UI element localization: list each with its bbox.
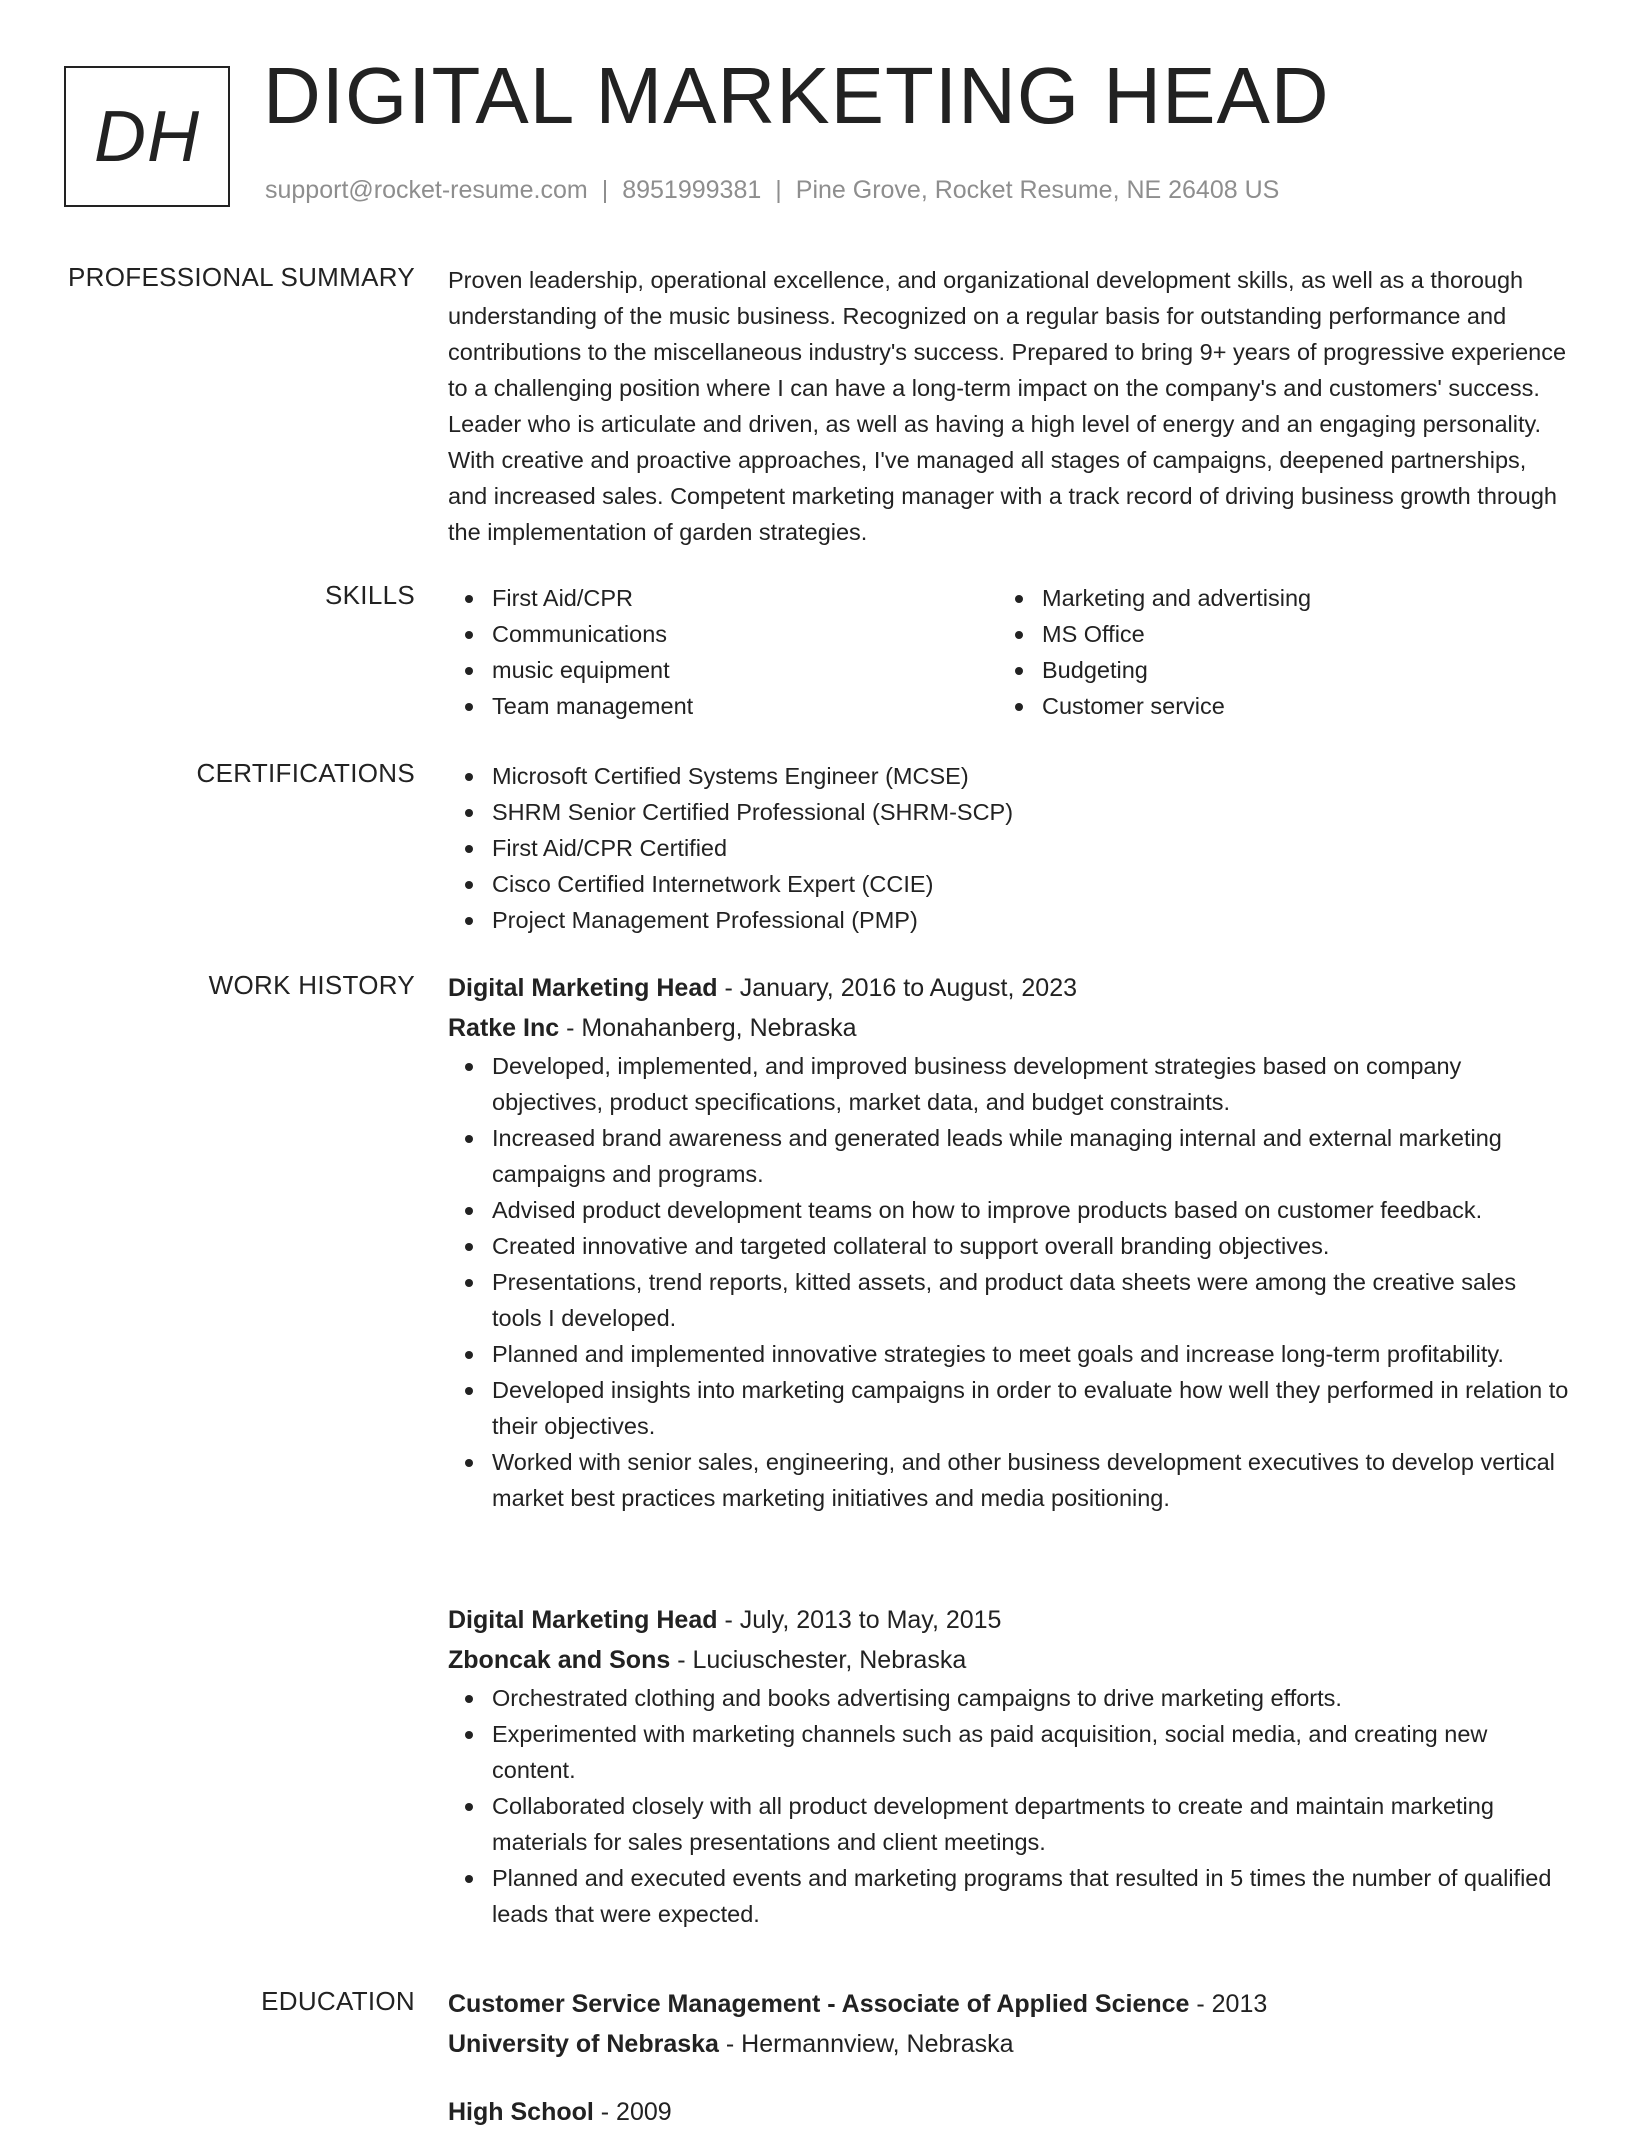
certification-item: Cisco Certified Internetwork Expert (CCIE): [448, 866, 1570, 902]
skill-item: music equipment: [448, 652, 998, 688]
job-company-line: [448, 1640, 1570, 1680]
contact-phone: 8951999381: [622, 176, 762, 204]
contact-line: [265, 176, 1279, 205]
certifications-list: [448, 758, 1570, 938]
summary-text: Proven leadership, operational excellence, and organizational development skills, as well as a thorough understanding of the music business. Recognized on a regular basis for outstanding performance and contributions to the miscellaneous industry's success. Prepared to bring 9+ years of progressive experience to a challenging position where I can have a long-term impact on the company's and customers' success. Leader who is articulate and driven, as well as having a high level of energy and an engaging personality. With creative and proactive approaches, I've managed all stages of campaigns, deepened partnerships, and increased sales. Competent marketing manager with a track record of driving business growth through the implementation of garden strategies.: [448, 267, 1567, 545]
summary-heading: PROFESSIONAL SUMMARY: [68, 262, 415, 292]
job-company-line: [448, 1008, 1570, 1048]
job-bullet: Increased brand awareness and generated leads while managing internal and external marketing campaigns and programs.: [448, 1120, 1570, 1192]
job-entry: [448, 968, 1570, 1516]
education-year: - 2013: [1189, 1990, 1268, 2018]
job-title: Digital Marketing Head: [448, 974, 718, 1002]
education-school: University of Nebraska: [448, 2030, 719, 2058]
job-bullet: Presentations, trend reports, kitted assets, and product data sheets were among the creative sales tools I developed.: [448, 1264, 1570, 1336]
contact-separator: |: [601, 176, 609, 204]
summary-body: [448, 262, 1570, 550]
skill-item: MS Office: [998, 616, 1548, 652]
education-degree: High School: [448, 2098, 594, 2126]
education-school-line: [448, 2024, 1570, 2064]
job-bullet: Created innovative and targeted collateral to support overall branding objectives.: [448, 1228, 1570, 1264]
job-title: Digital Marketing Head: [448, 1606, 718, 1634]
education-degree-line: [448, 2092, 1570, 2132]
job-bullet: Developed, implemented, and improved business development strategies based on company objectives, product specifications, market data, and budget constraints.: [448, 1048, 1570, 1120]
job-title-line: [448, 968, 1570, 1008]
education-year: - 2009: [593, 2098, 672, 2126]
certification-item: Project Management Professional (PMP): [448, 902, 1570, 938]
job-bullet: Experimented with marketing channels such as paid acquisition, social media, and creating new content.: [448, 1716, 1570, 1788]
skills-column-right: [998, 580, 1548, 724]
skill-item: Marketing and advertising: [998, 580, 1548, 616]
skills-grid: [448, 580, 1570, 724]
job-location: - Monahanberg, Nebraska: [559, 1014, 857, 1042]
resume-title: DIGITAL MARKETING HEAD: [263, 51, 1330, 140]
skill-item: Communications: [448, 616, 998, 652]
monogram-box: DH: [64, 66, 230, 207]
certifications-heading: CERTIFICATIONS: [196, 758, 415, 788]
job-bullets: [448, 1048, 1570, 1516]
education-entry: [448, 1984, 1570, 2064]
education-heading: EDUCATION: [261, 1986, 415, 2016]
job-company: Ratke Inc: [448, 1014, 560, 1042]
certifications-body: [448, 758, 1570, 938]
job-bullet: Developed insights into marketing campaigns in order to evaluate how well they performed in relation to their objectives.: [448, 1372, 1570, 1444]
certification-item: SHRM Senior Certified Professional (SHRM-SCP): [448, 794, 1570, 830]
skill-item: First Aid/CPR: [448, 580, 998, 616]
contact-separator: |: [775, 176, 782, 204]
job-dates: - January, 2016 to August, 2023: [717, 974, 1078, 1002]
education-degree: Customer Service Management - Associate of Applied Science: [448, 1990, 1190, 2018]
job-bullet: Planned and executed events and marketing programs that resulted in 5 times the number of qualified leads that were expected.: [448, 1860, 1570, 1932]
job-location: - Luciuschester, Nebraska: [670, 1646, 967, 1674]
skills-body: [448, 580, 1570, 724]
work-history-heading: WORK HISTORY: [208, 970, 415, 1000]
job-bullets: [448, 1680, 1570, 1932]
skill-item: Team management: [448, 688, 998, 724]
job-title-line: [448, 1600, 1570, 1640]
skill-item: Budgeting: [998, 652, 1548, 688]
contact-address: Pine Grove, Rocket Resume, NE 26408 US: [795, 176, 1280, 204]
job-bullet: Collaborated closely with all product development departments to create and maintain marketing materials for sales presentations and client meetings.: [448, 1788, 1570, 1860]
certification-item: First Aid/CPR Certified: [448, 830, 1570, 866]
education-location: - Hermannview, Nebraska: [718, 2030, 1014, 2058]
job-bullet: Planned and implemented innovative strategies to meet goals and increase long-term profitability.: [448, 1336, 1570, 1372]
certification-item: Microsoft Certified Systems Engineer (MCSE): [448, 758, 1570, 794]
job-company: Zboncak and Sons: [448, 1646, 671, 1674]
skill-item: Customer service: [998, 688, 1548, 724]
contact-email: support@rocket-resume.com: [265, 176, 588, 204]
job-bullet: Worked with senior sales, engineering, and other business development executives to develop vertical market best practices marketing initiatives and media positioning.: [448, 1444, 1570, 1516]
job-bullet: Advised product development teams on how to improve products based on customer feedback.: [448, 1192, 1570, 1228]
job-bullet: Orchestrated clothing and books advertising campaigns to drive marketing efforts.: [448, 1680, 1570, 1716]
skills-heading: SKILLS: [325, 580, 415, 610]
education-degree-line: [448, 1984, 1570, 2024]
job-entry: [448, 1600, 1570, 1932]
skills-column-left: [448, 580, 998, 724]
education-entry: [448, 2092, 1570, 2132]
job-dates: - July, 2013 to May, 2015: [717, 1606, 1002, 1634]
